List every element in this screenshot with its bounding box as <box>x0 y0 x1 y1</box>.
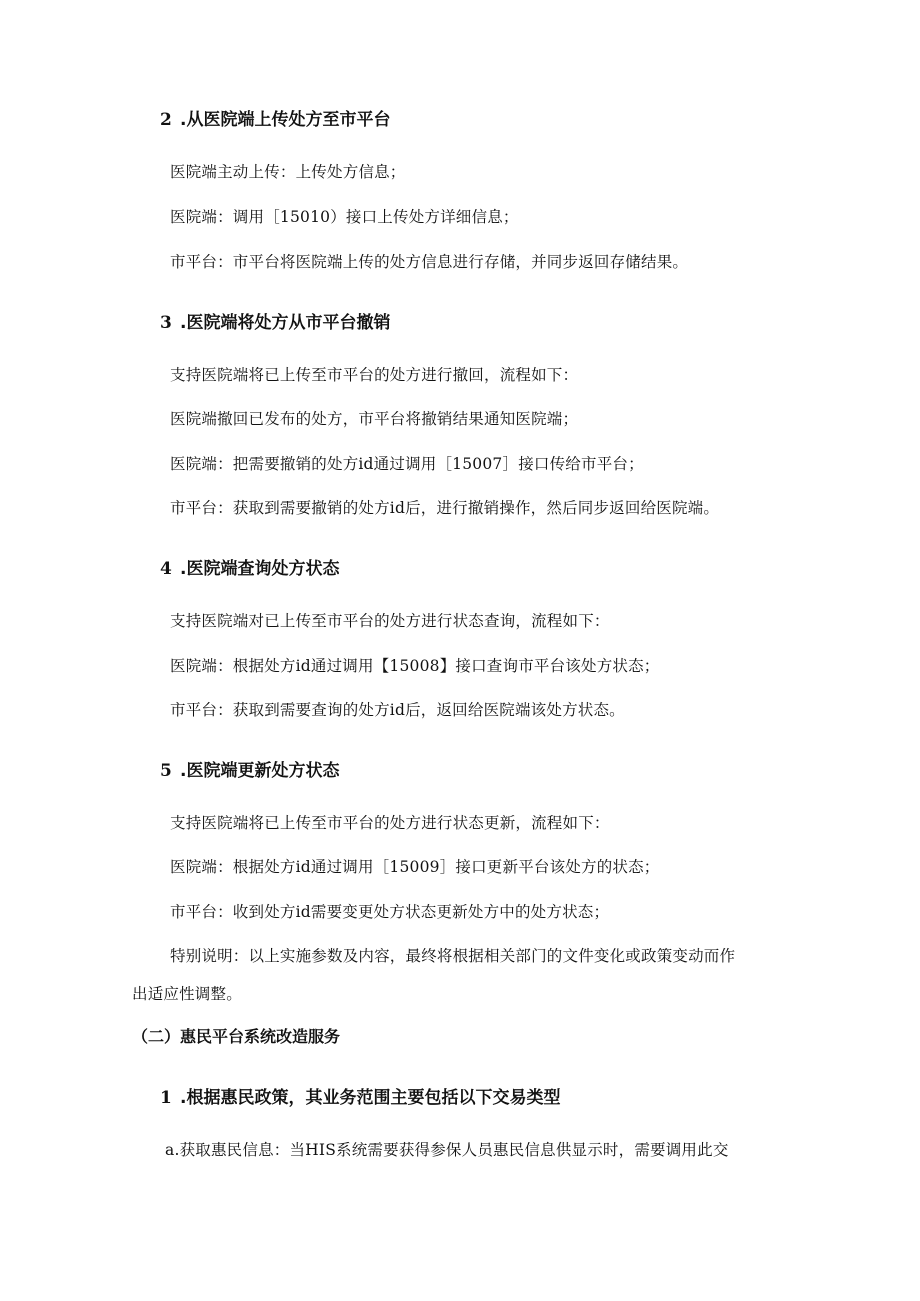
special-note-line2: 出适应性调整。 <box>132 985 242 1003</box>
section-heading-4 <box>160 557 339 581</box>
section-heading-2 <box>160 108 390 132</box>
paragraph: 支持医院端将已上传至市平台的处方进行状态更新，流程如下： <box>170 814 610 832</box>
section-heading-text: .从医院端上传处方至市平台 <box>180 110 391 130</box>
paragraph: 医院端撤回已发布的处方，市平台将撤销结果通知医院端； <box>170 410 579 428</box>
paragraph: 市平台：获取到需要查询的处方id后，返回给医院端该处方状态。 <box>170 701 625 719</box>
item-a-text: a.获取惠民信息：当HIS系统需要获得参保人员惠民信息供显示时，需要调用此交 <box>165 1141 729 1159</box>
paragraph: 市平台：市平台将医院端上传的处方信息进行存储，并同步返回存储结果。 <box>170 253 689 271</box>
subsection-title: （二）惠民平台系统改造服务 <box>132 1027 341 1046</box>
item-number: 1 <box>160 1088 172 1108</box>
section-number: 3 <box>160 313 172 333</box>
section-number: 2 <box>160 110 172 130</box>
item-heading-1 <box>160 1086 560 1110</box>
section-heading-5 <box>160 759 339 783</box>
paragraph: 支持医院端将已上传至市平台的处方进行撤回，流程如下： <box>170 366 579 384</box>
section-heading-3 <box>160 311 390 335</box>
section-heading-text: .医院端更新处方状态 <box>180 761 340 781</box>
special-note-line1: 特别说明：以上实施参数及内容，最终将根据相关部门的文件变化或政策变动而作 <box>170 947 736 965</box>
paragraph: 医院端：调用［15010）接口上传处方详细信息； <box>170 208 519 226</box>
paragraph: 医院端：把需要撤销的处方id通过调用［15007］接口传给市平台； <box>170 455 644 473</box>
paragraph: 医院端：根据处方id通过调用［15009］接口更新平台该处方的状态； <box>170 858 660 876</box>
section-heading-text: .医院端将处方从市平台撤销 <box>180 313 391 333</box>
paragraph: 支持医院端对已上传至市平台的处方进行状态查询，流程如下： <box>170 612 610 630</box>
item-heading-text: .根据惠民政策，其业务范围主要包括以下交易类型 <box>180 1088 561 1108</box>
paragraph: 市平台：收到处方id需要变更处方状态更新处方中的处方状态； <box>170 903 610 921</box>
paragraph: 医院端主动上传：上传处方信息； <box>170 163 406 181</box>
section-heading-text: .医院端查询处方状态 <box>180 559 340 579</box>
paragraph: 医院端：根据处方id通过调用【15008】接口查询市平台该处方状态； <box>170 657 660 675</box>
section-number: 5 <box>160 761 172 781</box>
section-number: 4 <box>160 559 172 579</box>
paragraph: 市平台：获取到需要撤销的处方id后，进行撤销操作，然后同步返回给医院端。 <box>170 499 720 517</box>
